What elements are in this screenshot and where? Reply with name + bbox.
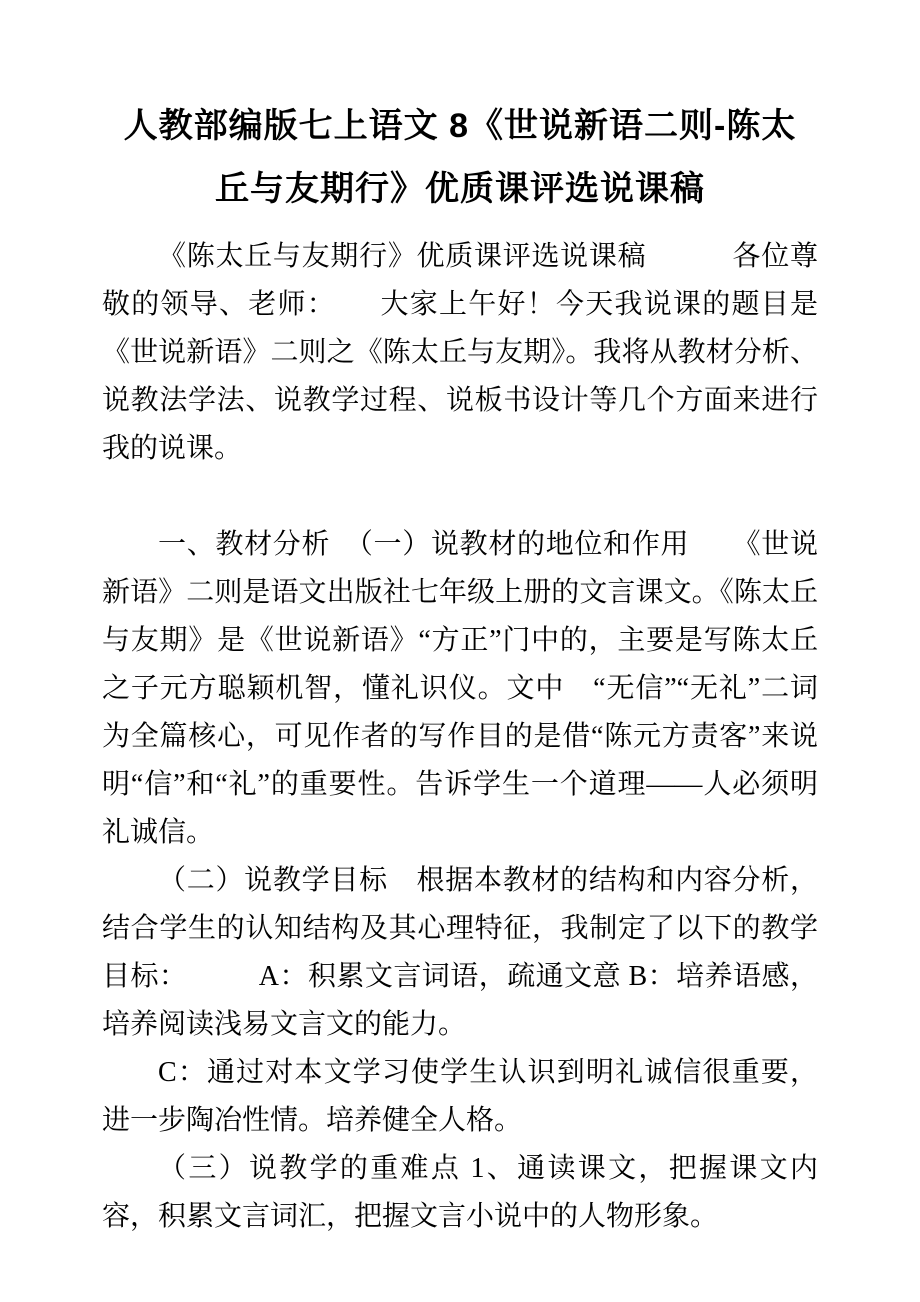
document-paragraph: 一、教材分析 （一）说教材的地位和作用 《世说新语》二则是语文出版社七年级上册的文言课文。《陈太丘与友期》是《世说新语》“方正”门中的，主要是写陈太丘之子元方聪颖机智，懂礼识仪。文中 “无信”“无礼”二词为全篇核心，可见作者的写作目的是借“陈元方责客”来说明“信”和“礼”的重要性。告诉学生一个道理——人必须明礼诚信。 [102,529,818,848]
document-paragraph: 《陈太丘与友期行》优质课评选说课稿 各位尊敬的领导、老师： 大家上午好！今天我说课的题目是《世说新语》二则之《陈太丘与友期》。我将从教材分析、说教法学法、说教学过程、说板书设计等几个方面来进行我的说课。 [102,241,818,464]
document-title: 人教部编版七上语文 8《世说新语二则-陈太丘与友期行》优质课评选说课稿 [123,107,797,208]
document-paragraph: （三）说教学的重难点 1、通读课文，把握课文内容，积累文言词汇，把握文言小说中的人物形象。 [102,1153,818,1232]
document-body [102,233,818,1241]
blank-line [102,473,818,521]
document-paragraph: C：通过对本文学习使学生认识到明礼诚信很重要，进一步陶冶性情。培养健全人格。 [102,1057,818,1136]
document-paragraph: （二）说教学目标 根据本教材的结构和内容分析，结合学生的认知结构及其心理特征，我制定了以下的教学目标： A：积累文言词语，疏通文意 B：培养语感，培养阅读浅易文言文的能力。 [102,865,818,1040]
